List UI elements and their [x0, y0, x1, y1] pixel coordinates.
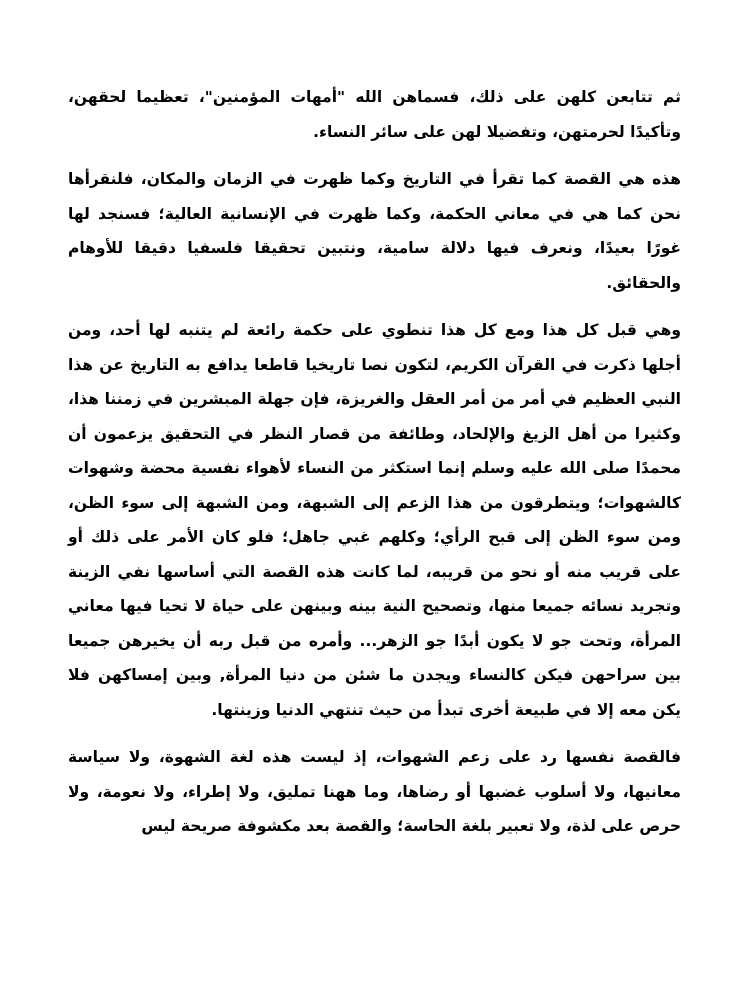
body-text	[68, 80, 681, 857]
paragraph-1: ثم تتابعن كلهن على ذلك، فسماهن الله "أمهات المؤمنين"، تعظيما لحقهن، وتأكيدًا لحرمتهن، وتفضيلا لهن على سائر النساء.	[68, 88, 681, 141]
paragraph-2: هذه هي القصة كما تقرأ في التاريخ وكما ظهرت في الزمان والمكان، فلنقرأها نحن كما هي في معاني الحكمة، وكما ظهرت في الإنسانية العالية؛ فسنجد لها غورًا بعيدًا، ونعرف فيها دلالة سامية، ونتبين تحقيقا فلسفيا دقيقا للأوهام والحقائق.	[68, 170, 681, 292]
paragraph-3: وهي قبل كل هذا ومع كل هذا تنطوي على حكمة رائعة لم يتنبه لها أحد، ومن أجلها ذكرت في القرآن الكريم، لتكون نصا تاريخيا قاطعا يدافع به التاريخ عن هذا النبي العظيم في أمر من أمر العقل والغريزة، فإن جهلة المبشرين في زمننا هذا، وكثيرا من أهل الزيغ والإلحاد، وطائفة من قصار النظر في التحقيق يزعمون أن محمدًا صلى الله عليه وسلم إنما استكثر من النساء لأهواء نفسية محضة وشهوات كالشهوات؛ ويتطرقون من هذا الزعم إلى الشبهة، ومن الشبهة إلى سوء الظن، ومن سوء الظن إلى قبح الرأي؛ وكلهم غبي جاهل؛ فلو كان الأمر على ذلك أو على قريب منه أو نحو من قريبه، لما كانت هذه القصة التي أساسها نفي الزينة وتجريد نسائه جميعا منها، وتصحيح النية بينه وبينهن على حياة لا تحيا فيها معاني المرأة، وتحت جو لا يكون أبدًا جو الزهر... وأمره من قبل ربه أن يخيرهن جميعا بين سراحهن فيكن كالنساء ويجدن ما شئن من دنيا المرأة, وبين إمساكهن فلا يكن معه إلا في طبيعة أخرى تبدأ من حيث تنتهي الدنيا وزينتها.	[68, 321, 681, 719]
paragraph-4: فالقصة نفسها رد على زعم الشهوات، إذ ليست هذه لغة الشهوة، ولا سياسة معانيها، ولا أسلوب غضبها أو رضاها، وما ههنا تمليق، ولا إطراء، ولا نعومة، ولا حرص على لذة، ولا تعبير بلغة الحاسة؛ والقصة بعد مكشوفة صريحة ليس	[68, 748, 681, 835]
